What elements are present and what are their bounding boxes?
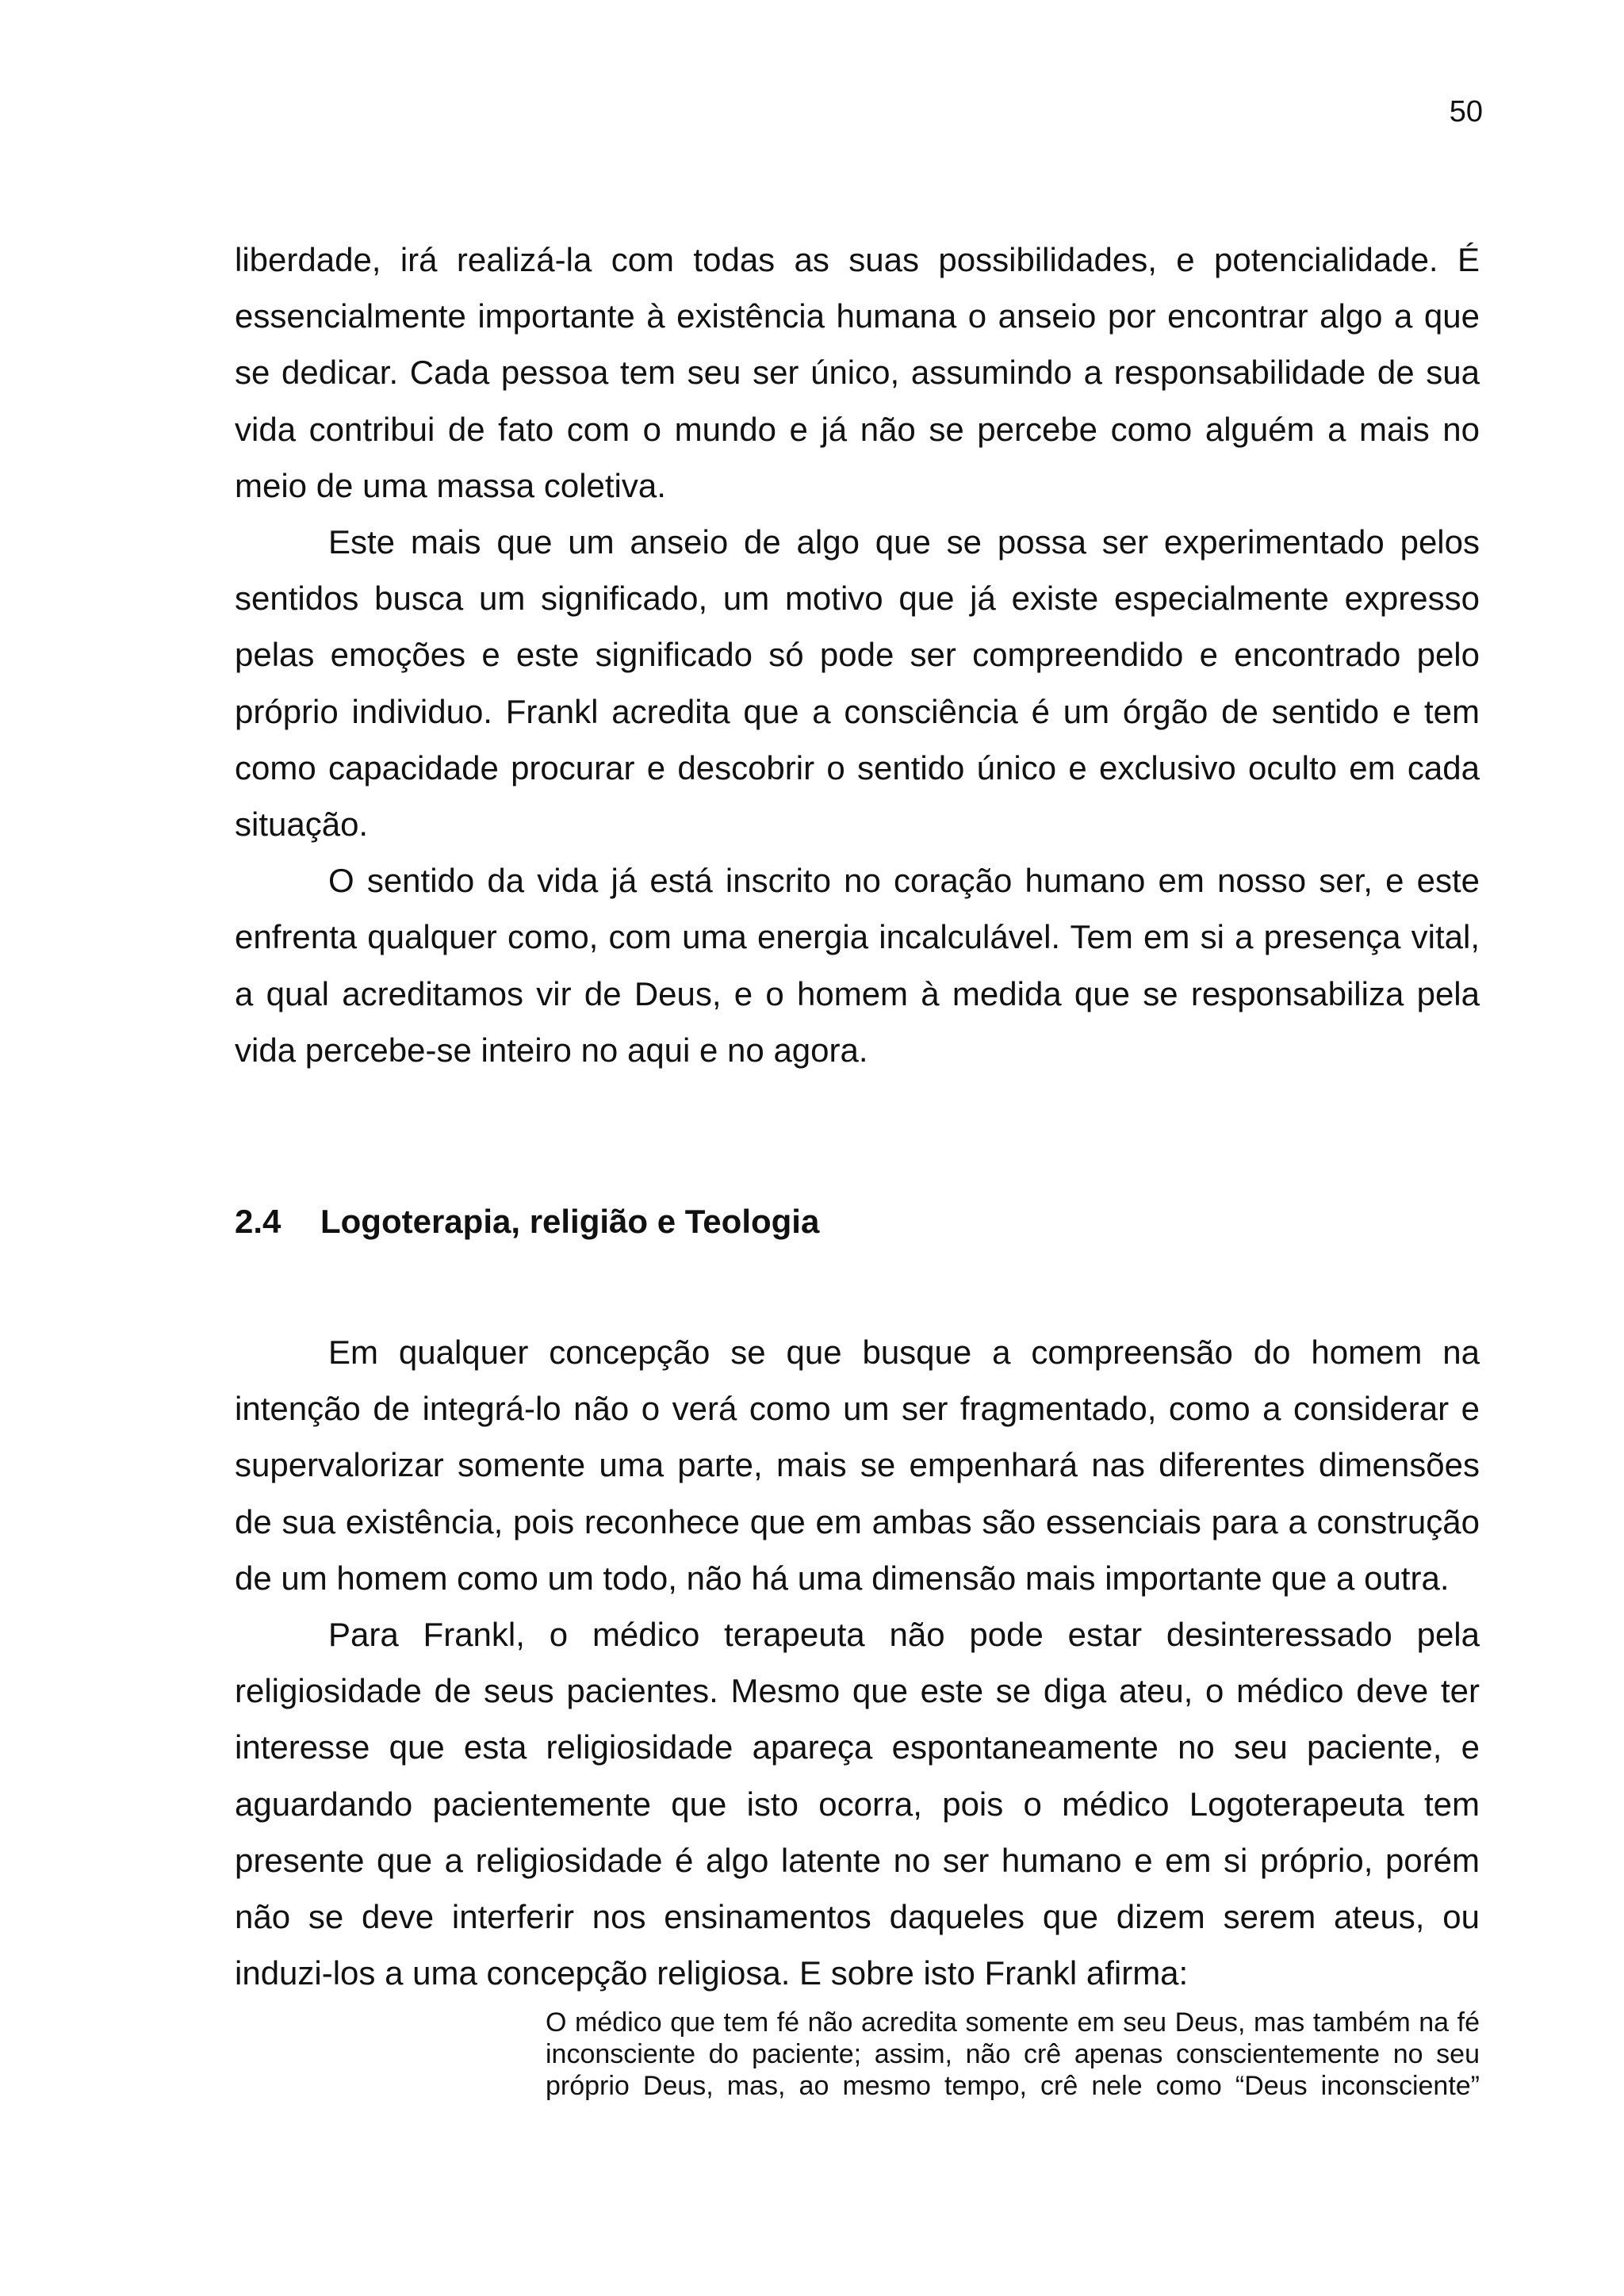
page-number: 50 xyxy=(1449,95,1483,128)
intro-text xyxy=(235,232,1480,1078)
paragraph: Em qualquer concepção se que busque a compreensão do homem na intenção de integrá-lo não o verá como um ser fragmentado, como a considerar e supervalorizar somente uma parte, mais se empenhará nas diferentes dimensões de sua existência, pois reconhece que em ambas são essenciais para a construção de um homem como um todo, não há uma dimensão mais importante que a outra. xyxy=(235,1334,1480,1597)
block-quote: O médico que tem fé não acredita somente em seu Deus, mas também na fé inconsciente do paciente; assim, não crê apenas conscientemente no seu próprio Deus, mas, ao mesmo tempo, crê nele como “Deus inconsciente” xyxy=(546,2007,1480,2101)
section-number: 2.4 xyxy=(235,1203,282,1240)
section-title: Logoterapia, religião e Teologia xyxy=(320,1203,820,1240)
paragraph: liberdade, irá realizá-la com todas as suas possibilidades, e potencialidade. É essencialmente importante à existência humana o anseio por encontrar algo a que se dedicar. Cada pessoa tem seu ser único, assumindo a responsabilidade de sua vida contribui de fato com o mundo e já não se percebe como alguém a mais no meio de uma massa coletiva. xyxy=(235,241,1480,504)
paragraph: O sentido da vida já está inscrito no coração humano em nosso ser, e este enfrenta qualquer como, com uma energia incalculável. Tem em si a presença vital, a qual acreditamos vir de Deus, e o homem à medida que se responsabiliza pela vida percebe-se inteiro no aqui e no agora. xyxy=(235,862,1480,1069)
section-text xyxy=(235,1324,1480,2001)
section-heading xyxy=(235,1200,819,1244)
paragraph: Para Frankl, o médico terapeuta não pode estar desinteressado pela religiosidade de seus pacientes. Mesmo que este se diga ateu, o médico deve ter interesse que esta religiosidade apareça espontaneamente no seu paciente, e aguardando pacientemente que isto ocorra, pois o médico Logoterapeuta tem presente que a religiosidade é algo latente no ser humano e em si próprio, porém não se deve interferir nos ensinamentos daqueles que dizem serem ateus, ou induzi-los a uma concepção religiosa. E sobre isto Frankl afirma: xyxy=(235,1616,1480,1992)
paragraph: Este mais que um anseio de algo que se possa ser experimentado pelos sentidos busca um significado, um motivo que já existe especialmente expresso pelas emoções e este significado só pode ser compreendido e encontrado pelo próprio individuo. Frankl acredita que a consciência é um órgão de sentido e tem como capacidade procurar e descobrir o sentido único e exclusivo oculto em cada situação. xyxy=(235,523,1480,844)
